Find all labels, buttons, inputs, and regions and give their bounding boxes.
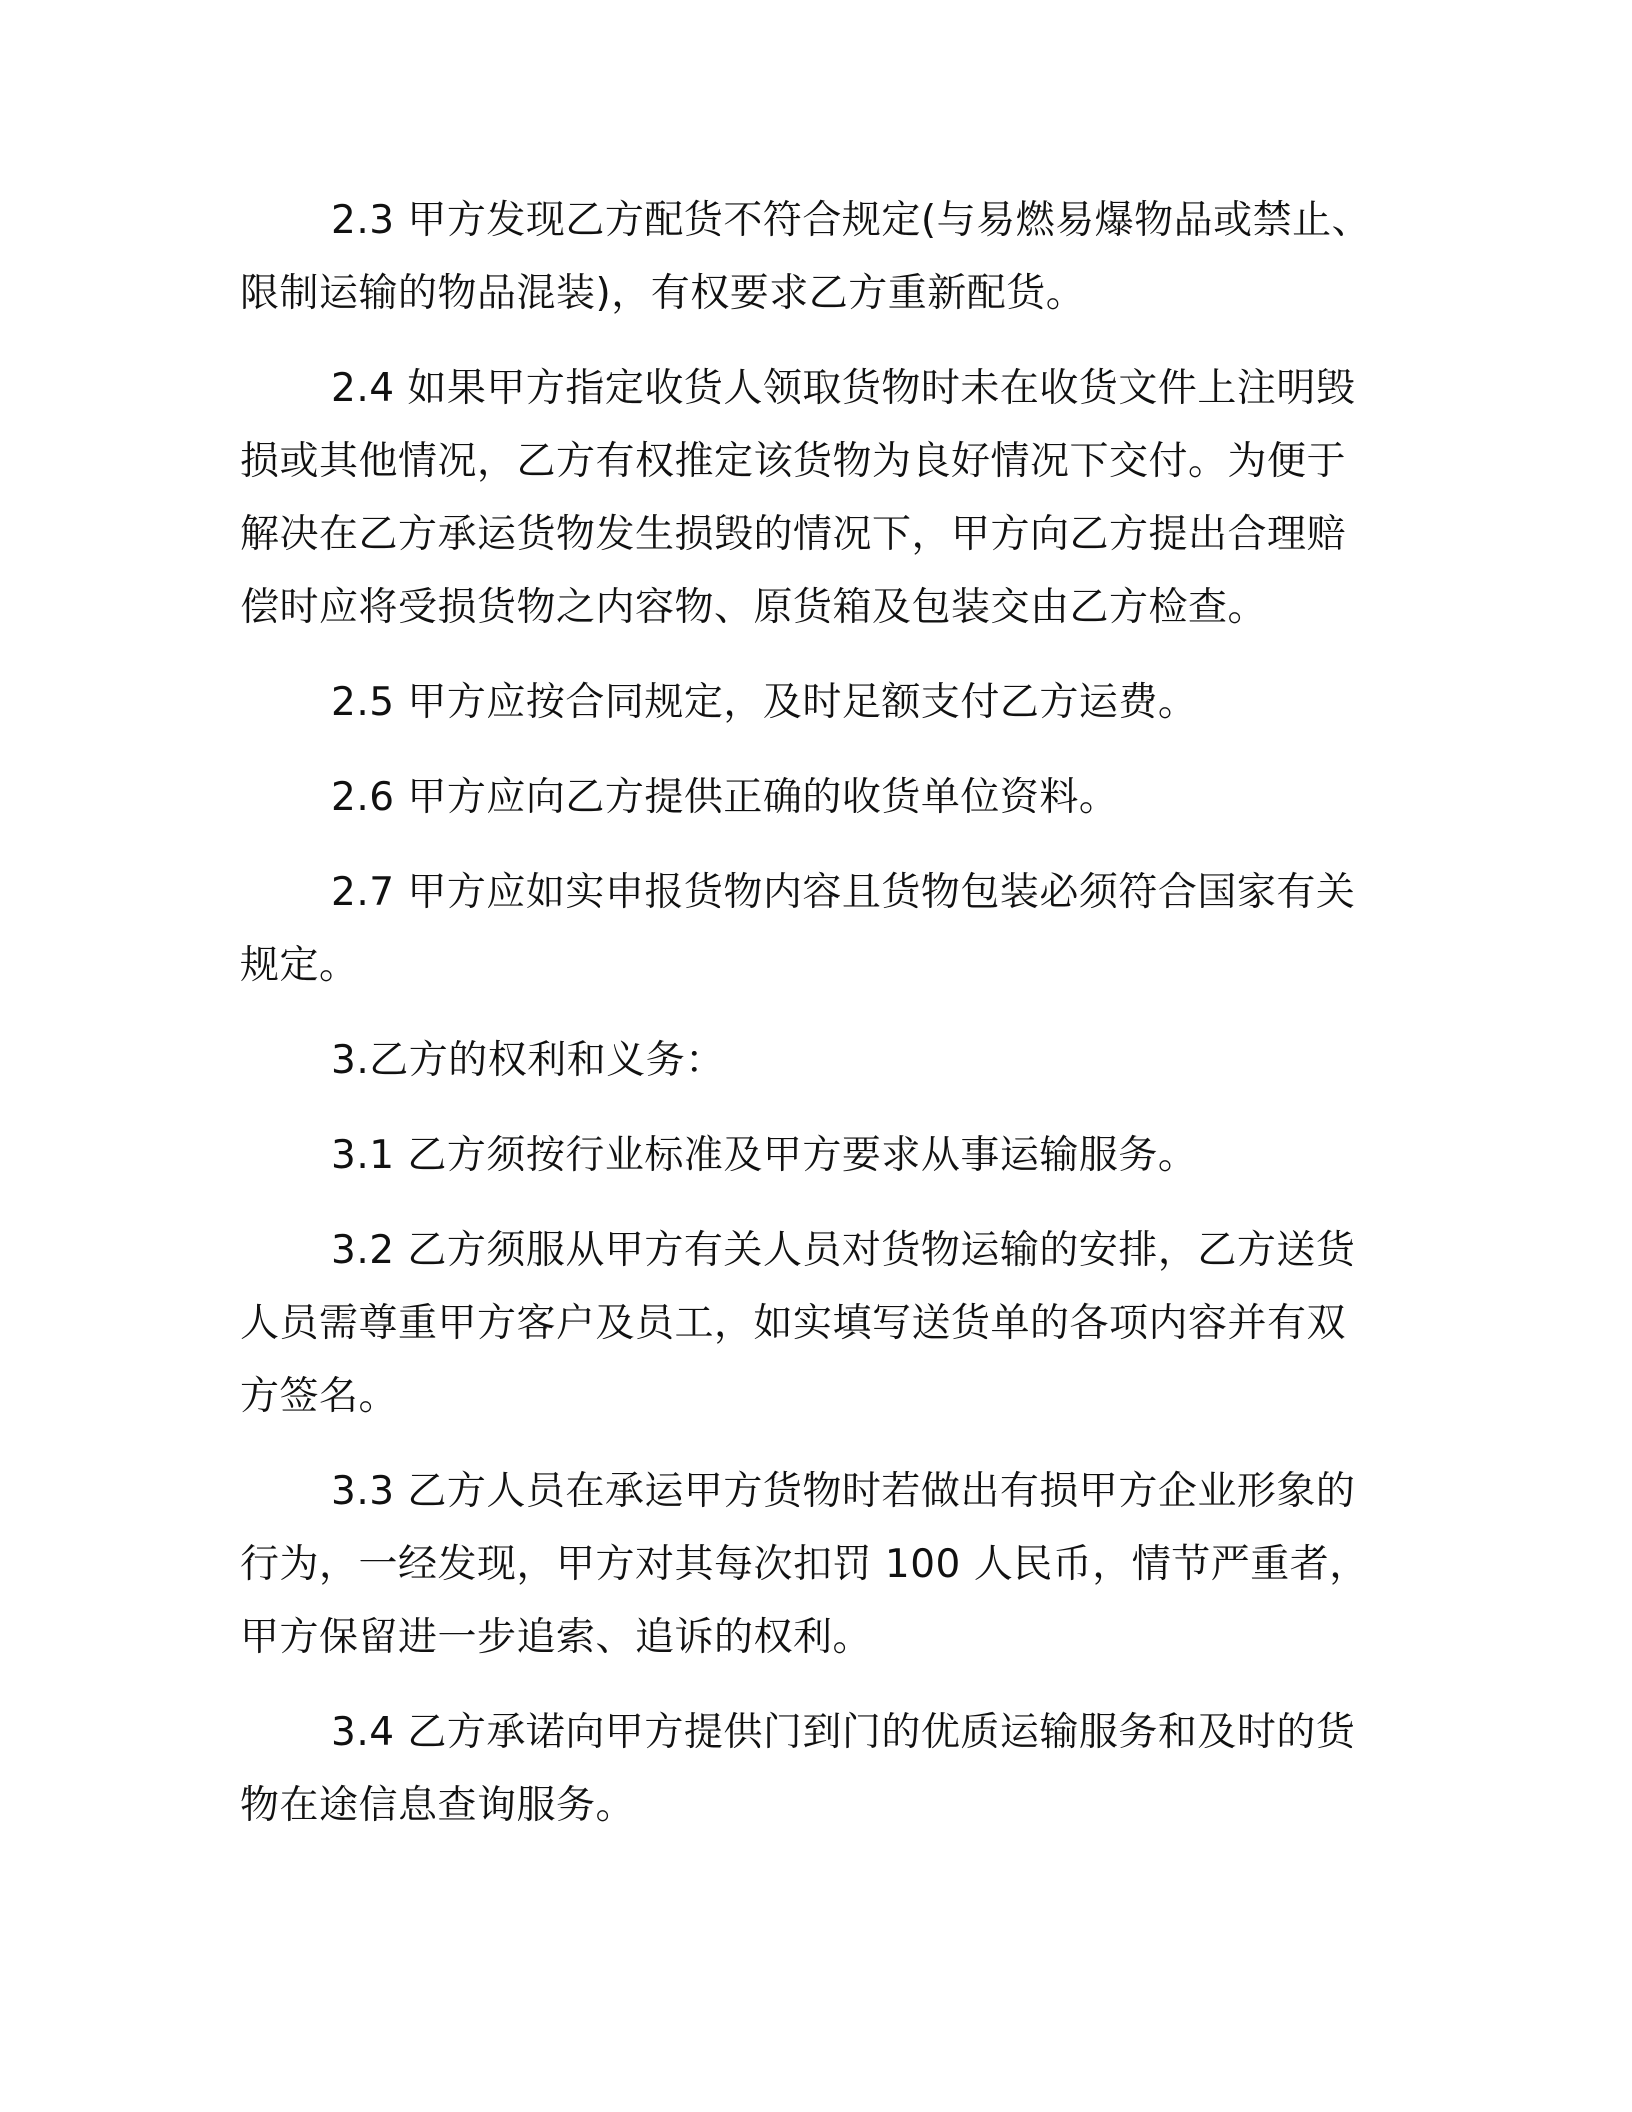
paragraph-3-2: 3.2 乙方须服从甲方有关人员对货物运输的安排，乙方送货人员需尊重甲方客户及员工，如实填写送货单的各项内容并有双方签名。 [240, 1228, 1356, 1419]
paragraph-2-7: 2.7 甲方应如实申报货物内容且货物包装必须符合国家有关规定。 [240, 870, 1356, 988]
document-body [240, 184, 1382, 1864]
paragraph-2-4: 2.4 如果甲方指定收货人领取货物时未在收货文件上注明毁损或其他情况，乙方有权推定该货物为良好情况下交付。为便于解决在乙方承运货物发生损毁的情况下，甲方向乙方提出合理赔偿时应将受损货物之内容物、原货箱及包装交由乙方检查。 [240, 366, 1356, 630]
paragraph-2-6: 2.6 甲方应向乙方提供正确的收货单位资料。 [331, 775, 1119, 820]
section-heading-3: 3.乙方的权利和义务： [331, 1038, 725, 1083]
paragraph-3-1: 3.1 乙方须按行业标准及甲方要求从事运输服务。 [331, 1133, 1198, 1178]
paragraph-3-3: 3.3 乙方人员在承运甲方货物时若做出有损甲方企业形象的行为，一经发现，甲方对其每次扣罚 100 人民币，情节严重者，甲方保留进一步追索、追诉的权利。 [240, 1469, 1369, 1660]
paragraph-2-5: 2.5 甲方应按合同规定，及时足额支付乙方运费。 [331, 680, 1198, 725]
paragraph-3-4: 3.4 乙方承诺向甲方提供门到门的优质运输服务和及时的货物在途信息查询服务。 [240, 1710, 1356, 1828]
paragraph-2-3: 2.3 甲方发现乙方配货不符合规定(与易燃易爆物品或禁止、限制运输的物品混装)，有权要求乙方重新配货。 [240, 198, 1372, 316]
